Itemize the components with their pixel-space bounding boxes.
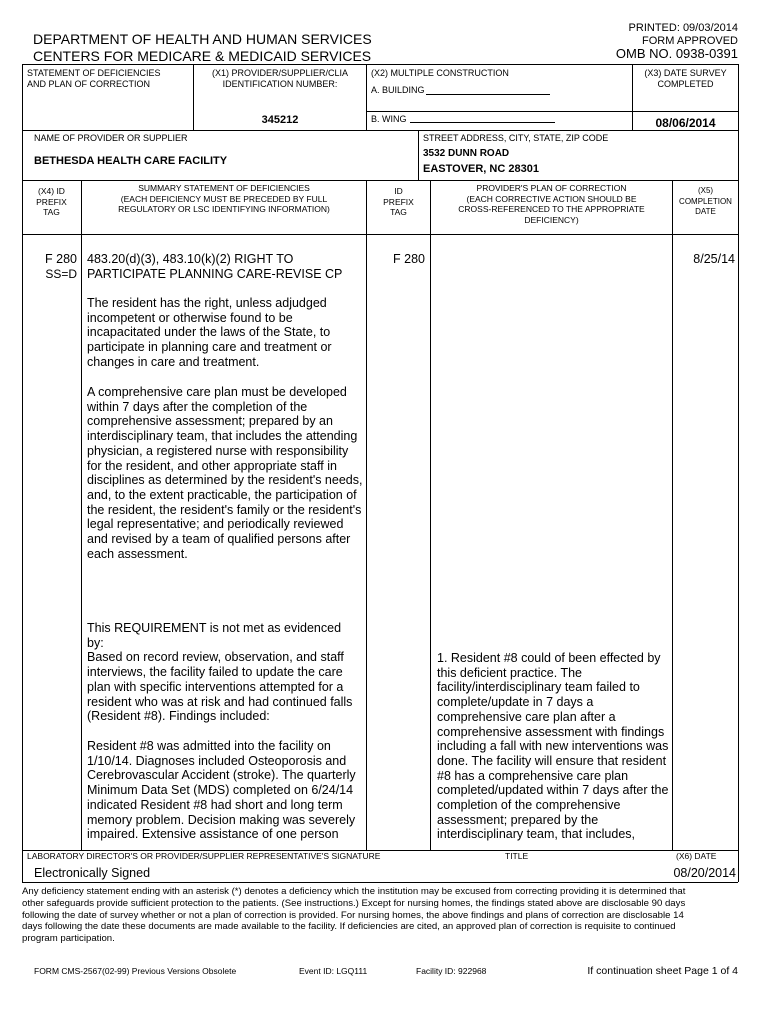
form-number: FORM CMS-2567(02-99) Previous Versions Obsolete xyxy=(34,966,237,976)
summary-paragraph-3: This REQUIREMENT is not met as evidenced by: Based on record review, observation, and staff interviews, the facility failed to update the care plan with specific interventions attempted for a resident who was at risk and had continued falls (Resident #8). Findings included: xyxy=(87,621,353,724)
col-id-header: ID PREFIX TAG xyxy=(383,186,414,217)
col-plan-header: PROVIDER'S PLAN OF CORRECTION (EACH CORRECTIVE ACTION SHOULD BE CROSS-REFERENCED TO THE APPROPRIATE DEFICIENCY) xyxy=(458,183,645,225)
provider-name-label: NAME OF PROVIDER OR SUPPLIER xyxy=(34,133,188,143)
survey-date: 08/06/2014 xyxy=(655,116,716,130)
statement-label: STATEMENT OF DEFICIENCIES AND PLAN OF CORRECTION xyxy=(27,68,161,89)
col-x5-header: (X5) COMPLETION DATE xyxy=(679,186,732,216)
x3-label: (X3) DATE SURVEY COMPLETED xyxy=(644,68,727,89)
printed-date: PRINTED: 09/03/2014 xyxy=(628,22,738,34)
form-approved: FORM APPROVED xyxy=(642,35,738,47)
centers-title: CENTERS FOR MEDICARE & MEDICAID SERVICES xyxy=(33,48,372,64)
disclaimer-text: Any deficiency statement ending with an asterisk (*) denotes a deficiency which the institution may be excused from correcting providing it is determined that other safeguards provide sufficient protection to the patients. (See instructions.) Except for nursing homes, the findings stated above are disclosable 90 days following the date of survey whether or not a plan of correction is provided. For nursing homes, the above findings and plans of correction are disclosable 14 days following the date these documents are made available to the facility. If deficiencies are cited, an approved plan of correction is requisite to continued program participation. xyxy=(22,886,686,945)
x6-date-label: (X6) DATE xyxy=(676,851,717,861)
provider-id: 345212 xyxy=(261,114,299,126)
wing-label: B. WING xyxy=(371,114,407,124)
plan-of-correction-text: 1. Resident #8 could of been effected by this deficient practice. The facility/interdisciplinary team failed to complete/update in 7 days a comprehensive care plan after a comprehensive assessment with findings including a fall with new interventions was done. The facility will ensure that resident #8 has a comprehensive care plan completed/updated within 7 days after the completion of the comprehensive assessment; prepared by the interdisciplinary team, that includes, xyxy=(437,651,669,842)
signature-value: Electronically Signed xyxy=(34,866,151,880)
department-title: DEPARTMENT OF HEALTH AND HUMAN SERVICES xyxy=(33,31,372,47)
event-id: Event ID: LGQ111 xyxy=(299,966,368,976)
signature-date: 08/20/2014 xyxy=(673,866,736,880)
summary-paragraph-2: A comprehensive care plan must be developed within 7 days after the completion of the comprehensive assessment; prepared by an interdisciplinary team, that includes the attending physician, a registered nurse with responsibility for the resident, and other appropriate staff in disciplines as determined by the resident's needs, and, to the extent practicable, the participation of the resident, the resident's family or the resident's legal representative; and periodically reviewed and revised by a team of qualified persons after each assessment. xyxy=(87,385,363,561)
x1-label: (X1) PROVIDER/SUPPLIER/CLIA IDENTIFICATION NUMBER: xyxy=(211,68,349,89)
omb-number: OMB NO. 0938-0391 xyxy=(615,46,738,61)
x2-label: (X2) MULTIPLE CONSTRUCTION xyxy=(371,68,509,78)
col-summary-header: SUMMARY STATEMENT OF DEFICIENCIES (EACH DEFICIENCY MUST BE PRECEDED BY FULL REGULATORY OR LSC IDENTIFYING INFORMATION) xyxy=(118,183,330,214)
signature-label: LABORATORY DIRECTOR'S OR PROVIDER/SUPPLIER REPRESENTATIVE'S SIGNATURE xyxy=(27,851,381,861)
summary-paragraph-1: The resident has the right, unless adjudged incompetent or otherwise found to be incapacitated under the laws of the State, to participate in planning care and treatment or changes in care and treatment. xyxy=(87,296,332,369)
address-label: STREET ADDRESS, CITY, STATE, ZIP CODE xyxy=(423,133,609,143)
col-x4-header: (X4) ID PREFIX TAG xyxy=(36,186,67,217)
deficiency-tag: F 280 xyxy=(45,252,77,266)
facility-id: Facility ID: 922968 xyxy=(416,966,487,976)
title-label: TITLE xyxy=(505,851,529,861)
city-state-zip: EASTOVER, NC 28301 xyxy=(423,163,539,175)
building-label: A. BUILDING xyxy=(371,85,425,95)
deficiency-title: 483.20(d)(3), 483.10(k)(2) RIGHT TO PARTICIPATE PLANNING CARE-REVISE CP xyxy=(87,252,343,281)
completion-date: 8/25/14 xyxy=(693,252,735,266)
summary-paragraph-4: Resident #8 was admitted into the facility on 1/10/14. Diagnoses included Osteoporosis and Cerebrovascular Accident (stroke). The quarterly Minimum Data Set (MDS) completed on 6/24/14 indicated Resident #8 had short and long term memory problem. Decision making was severely impaired. Extensive assistance of one person xyxy=(87,739,356,842)
street-address: 3532 DUNN ROAD xyxy=(423,148,510,159)
id-prefix-tag: F 280 xyxy=(393,252,425,266)
continuation-page: If continuation sheet Page 1 of 4 xyxy=(587,965,738,977)
scope-severity: SS=D xyxy=(45,267,77,281)
provider-name: BETHESDA HEALTH CARE FACILITY xyxy=(34,155,228,167)
